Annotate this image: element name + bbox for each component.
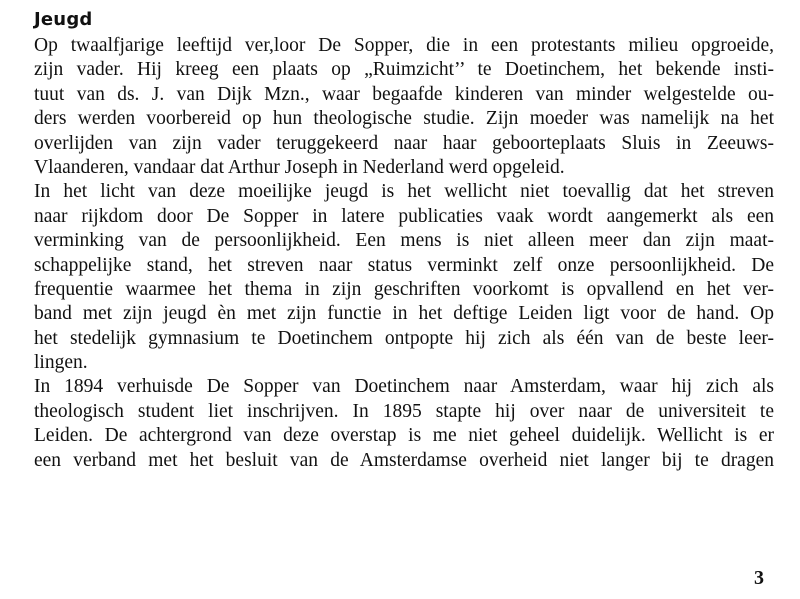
text-line: Vlaanderen, vandaar dat Arthur Joseph in Nederland werd opgeleid. [34,156,565,178]
text-line: ders werden voorbereid op hun theologische studie. Zijn moeder was namelijk na het [34,108,774,130]
text-line: In het licht van deze moeilijke jeugd is het wellicht niet toevallig dat het streven [34,181,774,203]
text-line: In 1894 verhuisde De Sopper van Doetinchem naar Amsterdam, waar hij zich als [34,376,774,398]
text-line: overlijden van zijn vader teruggekeerd naar haar geboorteplaats Sluis in Zeeuws- [34,132,774,154]
text-line: een verband met het besluit van de Amsterdamse overheid niet langer bij te dragen [34,449,774,471]
text-line: zijn vader. Hij kreeg een plaats op „Ruimzicht’’ te Doetinchem, het bekende insti- [34,59,774,81]
text-line: het stedelijk gymnasium te Doetinchem ontpopte hij zich als één van de beste leer- [34,327,774,349]
text-line: tuut van ds. J. van Dijk Mzn., waar begaafde kinderen van minder welgestelde ou- [34,83,774,105]
body-text [34,34,774,473]
text-line: naar rijkdom door De Sopper in latere publicaties vaak wordt aangemerkt als een [34,205,774,227]
text-line: frequentie waarmee het thema in zijn geschriften voorkomt is opvallend en het ver- [34,278,774,300]
section-heading: Jeugd [34,9,93,30]
text-line: lingen. [34,352,88,374]
text-line: Leiden. De achtergrond van deze overstap is me niet geheel duidelijk. Wellicht is er [34,425,774,447]
text-line: schappelijke stand, het streven naar status verminkt zelf onze persoonlijkheid. De [34,254,774,276]
text-line: theologisch student liet inschrijven. In 1895 stapte hij over naar de universiteit te [34,400,774,422]
page-number: 3 [754,567,764,589]
text-line: Op twaalfjarige leeftijd ver,loor De Sopper, die in een protestants milieu opgroeide, [34,35,774,56]
text-line: band met zijn jeugd èn met zijn functie in het deftige Leiden ligt voor de hand. Op [34,303,774,325]
text-line: verminking van de persoonlijkheid. Een mens is niet alleen meer dan zijn maat- [34,230,774,252]
